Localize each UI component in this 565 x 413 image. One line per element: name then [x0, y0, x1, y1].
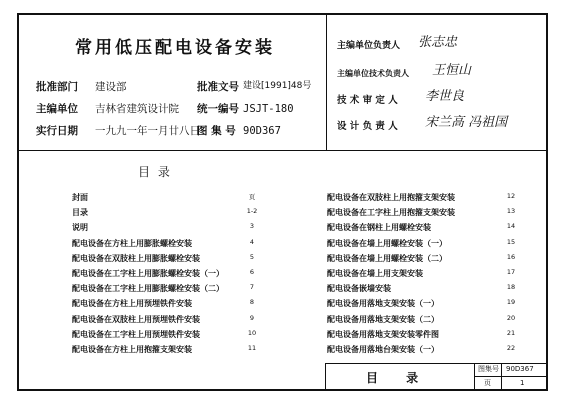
sig-value-design-head: 宋兰高 冯祖国	[425, 115, 508, 130]
toc-item-page: 13	[506, 207, 516, 216]
toc-item-page: 19	[506, 298, 516, 307]
toc-item-title: 配电设备用落地支架安装（一）	[327, 299, 439, 309]
toc-item	[327, 238, 527, 250]
toc-item	[72, 253, 277, 265]
toc-item-page: 11	[247, 344, 257, 352]
header-divider	[17, 150, 548, 151]
field-value-atlas-no: 90D367	[243, 125, 281, 137]
toc-item-page: 17	[506, 268, 516, 276]
toc-item-title: 配电设备在工字柱上用抱箍支架安装	[327, 208, 455, 218]
toc-item-page: 10	[247, 328, 257, 337]
toc-item-page: 1-2	[246, 207, 258, 216]
toc-item	[327, 283, 527, 295]
toc-item	[327, 192, 527, 204]
toc-item-page: 12	[506, 192, 516, 200]
field-value-approval-no: 建设[1991]48号	[243, 81, 312, 91]
sig-label-editor-head: 主编单位负责人	[337, 41, 401, 51]
toc-item	[72, 207, 277, 219]
toc-item	[327, 253, 527, 265]
toc-item-page: 18	[506, 283, 516, 292]
field-label-approver: 批准部门	[36, 81, 78, 93]
toc-item-page: 页	[248, 193, 256, 201]
toc-item	[72, 344, 277, 356]
sig-label-tech-reviewer: 技 术 审 定 人	[337, 95, 398, 106]
title-block-atlas-label: 图集号	[478, 365, 499, 373]
toc-item-title: 配电设备用落地支架安装（二）	[327, 314, 439, 324]
toc-item-title: 配电设备在钢柱上用螺栓安装	[327, 223, 431, 233]
toc-item-title: 配电设备在工字柱上用预埋铁件安装	[72, 329, 200, 339]
toc-item-page: 4	[249, 237, 255, 246]
title-block-title: 目 录	[366, 371, 431, 385]
field-label-effective-date: 实行日期	[36, 125, 78, 137]
toc-item-title: 配电设备嵌墙安装	[327, 284, 391, 294]
toc-item	[72, 268, 277, 280]
field-value-editor-unit: 吉林省建筑设计院	[95, 103, 179, 115]
field-label-editor-unit: 主编单位	[36, 103, 78, 115]
toc-item-title: 配电设备在墙上用螺栓安装（二）	[327, 253, 447, 263]
toc-item	[327, 329, 527, 341]
toc-item-title: 目录	[72, 208, 88, 218]
toc-heading: 目 录	[138, 165, 172, 179]
field-label-atlas-no: 图 集 号	[197, 125, 236, 137]
sig-value-editor-head: 张志忠	[418, 35, 458, 50]
toc-item	[327, 268, 527, 280]
toc-item	[327, 344, 527, 356]
title-block-page-value-cell	[501, 376, 548, 391]
toc-item	[72, 283, 277, 295]
toc-item-page: 21	[506, 328, 516, 337]
sig-label-tech-head: 主编单位技术负责人	[337, 69, 409, 78]
toc-item	[72, 222, 277, 234]
toc-item-title: 配电设备在方柱上用抱箍支架安装	[72, 345, 192, 354]
toc-item-page: 14	[506, 222, 516, 231]
field-label-unified-no: 统一编号	[197, 103, 239, 115]
toc-item	[327, 298, 527, 310]
toc-item-page: 20	[506, 313, 516, 322]
toc-item	[72, 329, 277, 341]
toc-item-title: 配电设备在工字柱上用膨胀螺栓安装（二）	[72, 284, 224, 294]
toc-item-title: 配电设备在方柱上用膨胀螺栓安装	[72, 238, 192, 248]
toc-item-title: 配电设备用落地台架安装（一）	[327, 345, 439, 354]
toc-item-page: 6	[249, 268, 255, 276]
toc-item-title: 配电设备在工字柱上用膨胀螺栓安装（一）	[72, 269, 224, 278]
toc-item-page: 5	[249, 252, 255, 261]
toc-item-page: 7	[249, 283, 255, 292]
toc-item-page: 15	[506, 237, 516, 246]
toc-item-page: 22	[506, 344, 516, 352]
toc-item	[72, 298, 277, 310]
toc-item	[72, 192, 277, 204]
title-block-page-value: 1	[520, 379, 525, 387]
toc-item-title: 配电设备在双肢柱上用抱箍支架安装	[327, 193, 455, 202]
toc-item	[327, 222, 527, 234]
document-title: 常用低压配电设备安装	[75, 38, 275, 58]
field-label-approval-no: 批准文号	[197, 81, 239, 93]
field-value-unified-no: JSJT-180	[243, 103, 294, 115]
toc-item-title: 配电设备在墙上用支架安装	[327, 269, 423, 278]
toc-item-page: 3	[249, 222, 255, 231]
toc-item-title: 配电设备在墙上用螺栓安装（一）	[327, 238, 447, 248]
toc-item-title: 配电设备在方柱上用预埋铁件安装	[72, 299, 192, 309]
toc-item	[72, 314, 277, 326]
header-vertical-divider	[326, 13, 327, 150]
toc-item-title: 封面	[72, 193, 88, 202]
toc-item-title: 说明	[72, 223, 88, 233]
toc-item-title: 配电设备在双肢柱上用预埋铁件安装	[72, 314, 200, 324]
toc-item-page: 8	[249, 298, 255, 307]
sig-value-tech-head: 王恒山	[432, 63, 472, 78]
toc-item-title: 配电设备用落地支架安装零件图	[327, 329, 439, 339]
toc-item	[327, 314, 527, 326]
toc-item	[327, 207, 527, 219]
title-block-atlas-value: 90D367	[506, 365, 534, 373]
field-value-approver: 建设部	[95, 81, 127, 93]
sig-value-tech-reviewer: 李世良	[425, 89, 465, 104]
title-block-page-label: 页	[484, 379, 491, 387]
toc-item	[72, 238, 277, 250]
sig-label-design-head: 设 计 负 责 人	[337, 121, 398, 132]
toc-item-page: 16	[506, 252, 516, 261]
field-value-effective-date: 一九九一年一月廿八日	[95, 125, 200, 137]
toc-item-page: 9	[249, 313, 255, 322]
toc-item-title: 配电设备在双肢柱上用膨胀螺栓安装	[72, 253, 200, 263]
